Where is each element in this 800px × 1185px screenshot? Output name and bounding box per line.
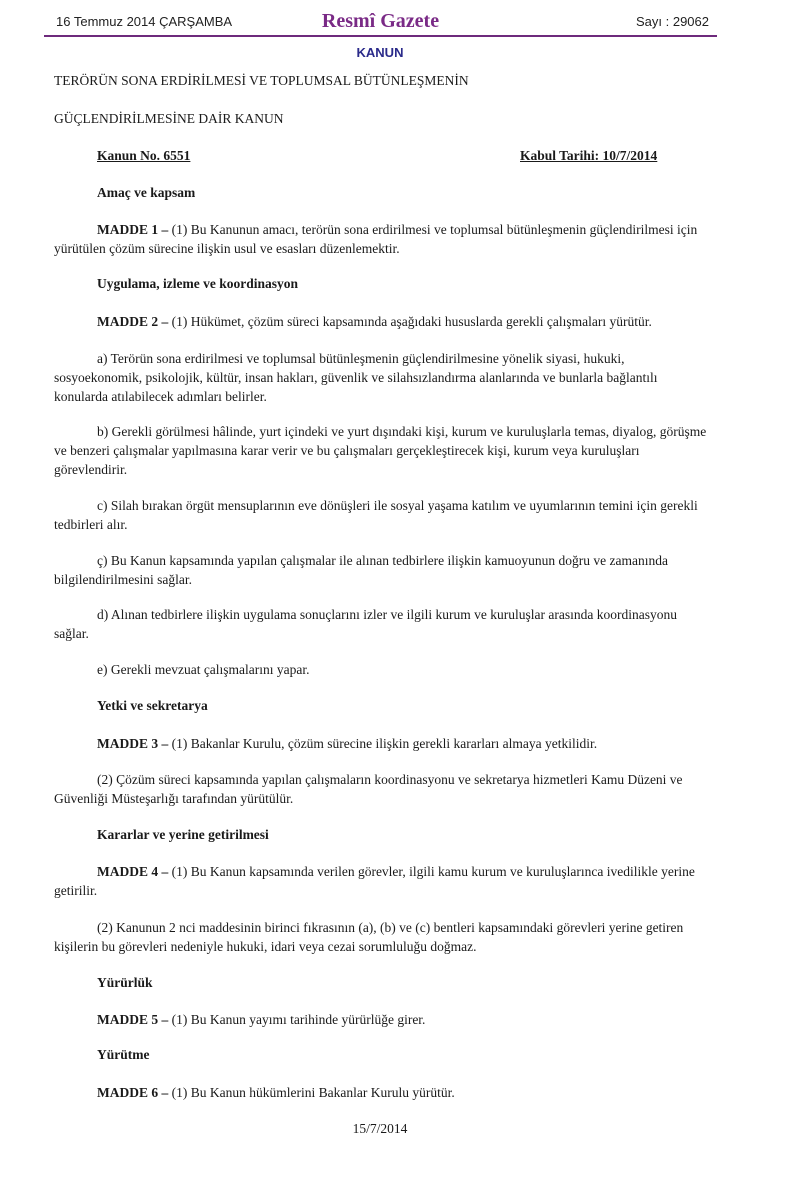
heading-uygulama: Uygulama, izleme ve koordinasyon <box>97 276 298 291</box>
article-1-text: (1) Bu Kanunun amacı, terörün sona erdirilmesi ve toplumsal bütünleşmenin güçlendirilmesi için yürütülen çözüm sürecine ilişkin usul ve esasları düzenlemektir. <box>54 222 698 256</box>
gazette-title: Resmî Gazete <box>321 10 440 32</box>
article-3-label: MADDE 3 – <box>97 736 169 751</box>
article-5-text: (1) Bu Kanun yayımı tarihinde yürürlüğe girer. <box>168 1012 426 1027</box>
article-2 <box>54 312 714 331</box>
header-date: 16 Temmuz 2014 ÇARŞAMBA <box>56 14 233 29</box>
article-2-text: (1) Hükümet, çözüm süreci kapsamında aşağıdaki hususlarda gerekli çalışmaları yürütür. <box>168 314 652 329</box>
article-4 <box>54 862 714 900</box>
article-4-label: MADDE 4 – <box>97 864 169 879</box>
article-2-item-b: b) Gerekli görülmesi hâlinde, yurt içindeki ve yurt dışındaki kişi, kurum ve kuruluşlarla temas, diyalog, görüşme ve benzeri çalışmalar yapılmasına karar verir ve bu çalışmaları gerçekleştirecek kişi, kurum veya kuruluşları görevlendirir. <box>54 424 707 477</box>
article-2-label: MADDE 2 – <box>97 314 169 329</box>
law-title-line-2: GÜÇLENDİRİLMESİNE DAİR KANUN <box>54 111 284 126</box>
article-3-text: (1) Bakanlar Kurulu, çözüm sürecine ilişkin gerekli kararları almaya yetkilidir. <box>168 736 598 751</box>
law-number: Kanun No. 6551 <box>97 148 191 163</box>
heading-yururluk: Yürürlük <box>97 975 153 990</box>
article-6-text: (1) Bu Kanun hükümlerini Bakanlar Kurulu yürütür. <box>168 1085 455 1100</box>
article-3-paragraph-2: (2) Çözüm süreci kapsamında yapılan çalışmaların koordinasyonu ve sekretarya hizmetleri Kamu Düzeni ve Güvenliği Müsteşarlığı tarafından yürütülür. <box>54 772 683 806</box>
article-1 <box>54 220 714 258</box>
section-label: KANUN <box>356 45 404 60</box>
acceptance-date: Kabul Tarihi: 10/7/2014 <box>520 148 658 163</box>
article-5 <box>54 1010 714 1029</box>
heading-kararlar: Kararlar ve yerine getirilmesi <box>97 827 269 842</box>
article-4-paragraph-2: (2) Kanunun 2 nci maddesinin birinci fıkrasının (a), (b) ve (c) bentleri kapsamındaki görevleri yerine getiren kişilerin bu görevleri nedeniyle hukuki, idari veya cezai sorumluluğu doğmaz. <box>54 920 684 954</box>
footer-date: 15/7/2014 <box>352 1121 408 1136</box>
law-title-line-1: TERÖRÜN SONA ERDİRİLMESİ VE TOPLUMSAL BÜTÜNLEŞMENİN <box>54 73 469 88</box>
article-6 <box>54 1083 714 1102</box>
article-6-label: MADDE 6 – <box>97 1085 169 1100</box>
heading-amac-kapsam: Amaç ve kapsam <box>97 185 196 200</box>
article-2-item-a: a) Terörün sona erdirilmesi ve toplumsal bütünleşmenin güçlendirilmesine yönelik siyasi, hukuki, sosyoekonomik, psikolojik, kültür, insan hakları, güvenlik ve silahsızlandırma alanlarında ve bunlarla bağlantılı konularda atılabilecek adımları belirler. <box>54 351 658 404</box>
article-2-item-c: c) Silah bırakan örgüt mensuplarının eve dönüşleri ile sosyal yaşama katılım ve uyumlarının temini için gerekli tedbirleri alır. <box>54 498 698 532</box>
heading-yurutme: Yürütme <box>97 1047 150 1062</box>
gazette-header <box>44 10 717 36</box>
article-4-text: (1) Bu Kanun kapsamında verilen görevler, ilgili kamu kurum ve kuruluşlarınca ivedilikle yerine getirilir. <box>54 864 695 898</box>
article-3 <box>54 734 714 753</box>
article-2-item-c-cedilla: ç) Bu Kanun kapsamında yapılan çalışmalar ile alınan tedbirlere ilişkin kamuoyunun doğru ve zamanında bilgilendirilmesini sağlar. <box>54 553 668 587</box>
article-5-label: MADDE 5 – <box>97 1012 169 1027</box>
header-divider <box>44 35 717 37</box>
issue-number: Sayı : 29062 <box>636 14 709 29</box>
heading-yetki: Yetki ve sekretarya <box>97 698 208 713</box>
article-2-item-d: d) Alınan tedbirlere ilişkin uygulama sonuçlarını izler ve ilgili kurum ve kuruluşlar arasında koordinasyonu sağlar. <box>54 607 677 641</box>
article-2-item-e: e) Gerekli mevzuat çalışmalarını yapar. <box>97 662 310 677</box>
article-1-label: MADDE 1 – <box>97 222 169 237</box>
